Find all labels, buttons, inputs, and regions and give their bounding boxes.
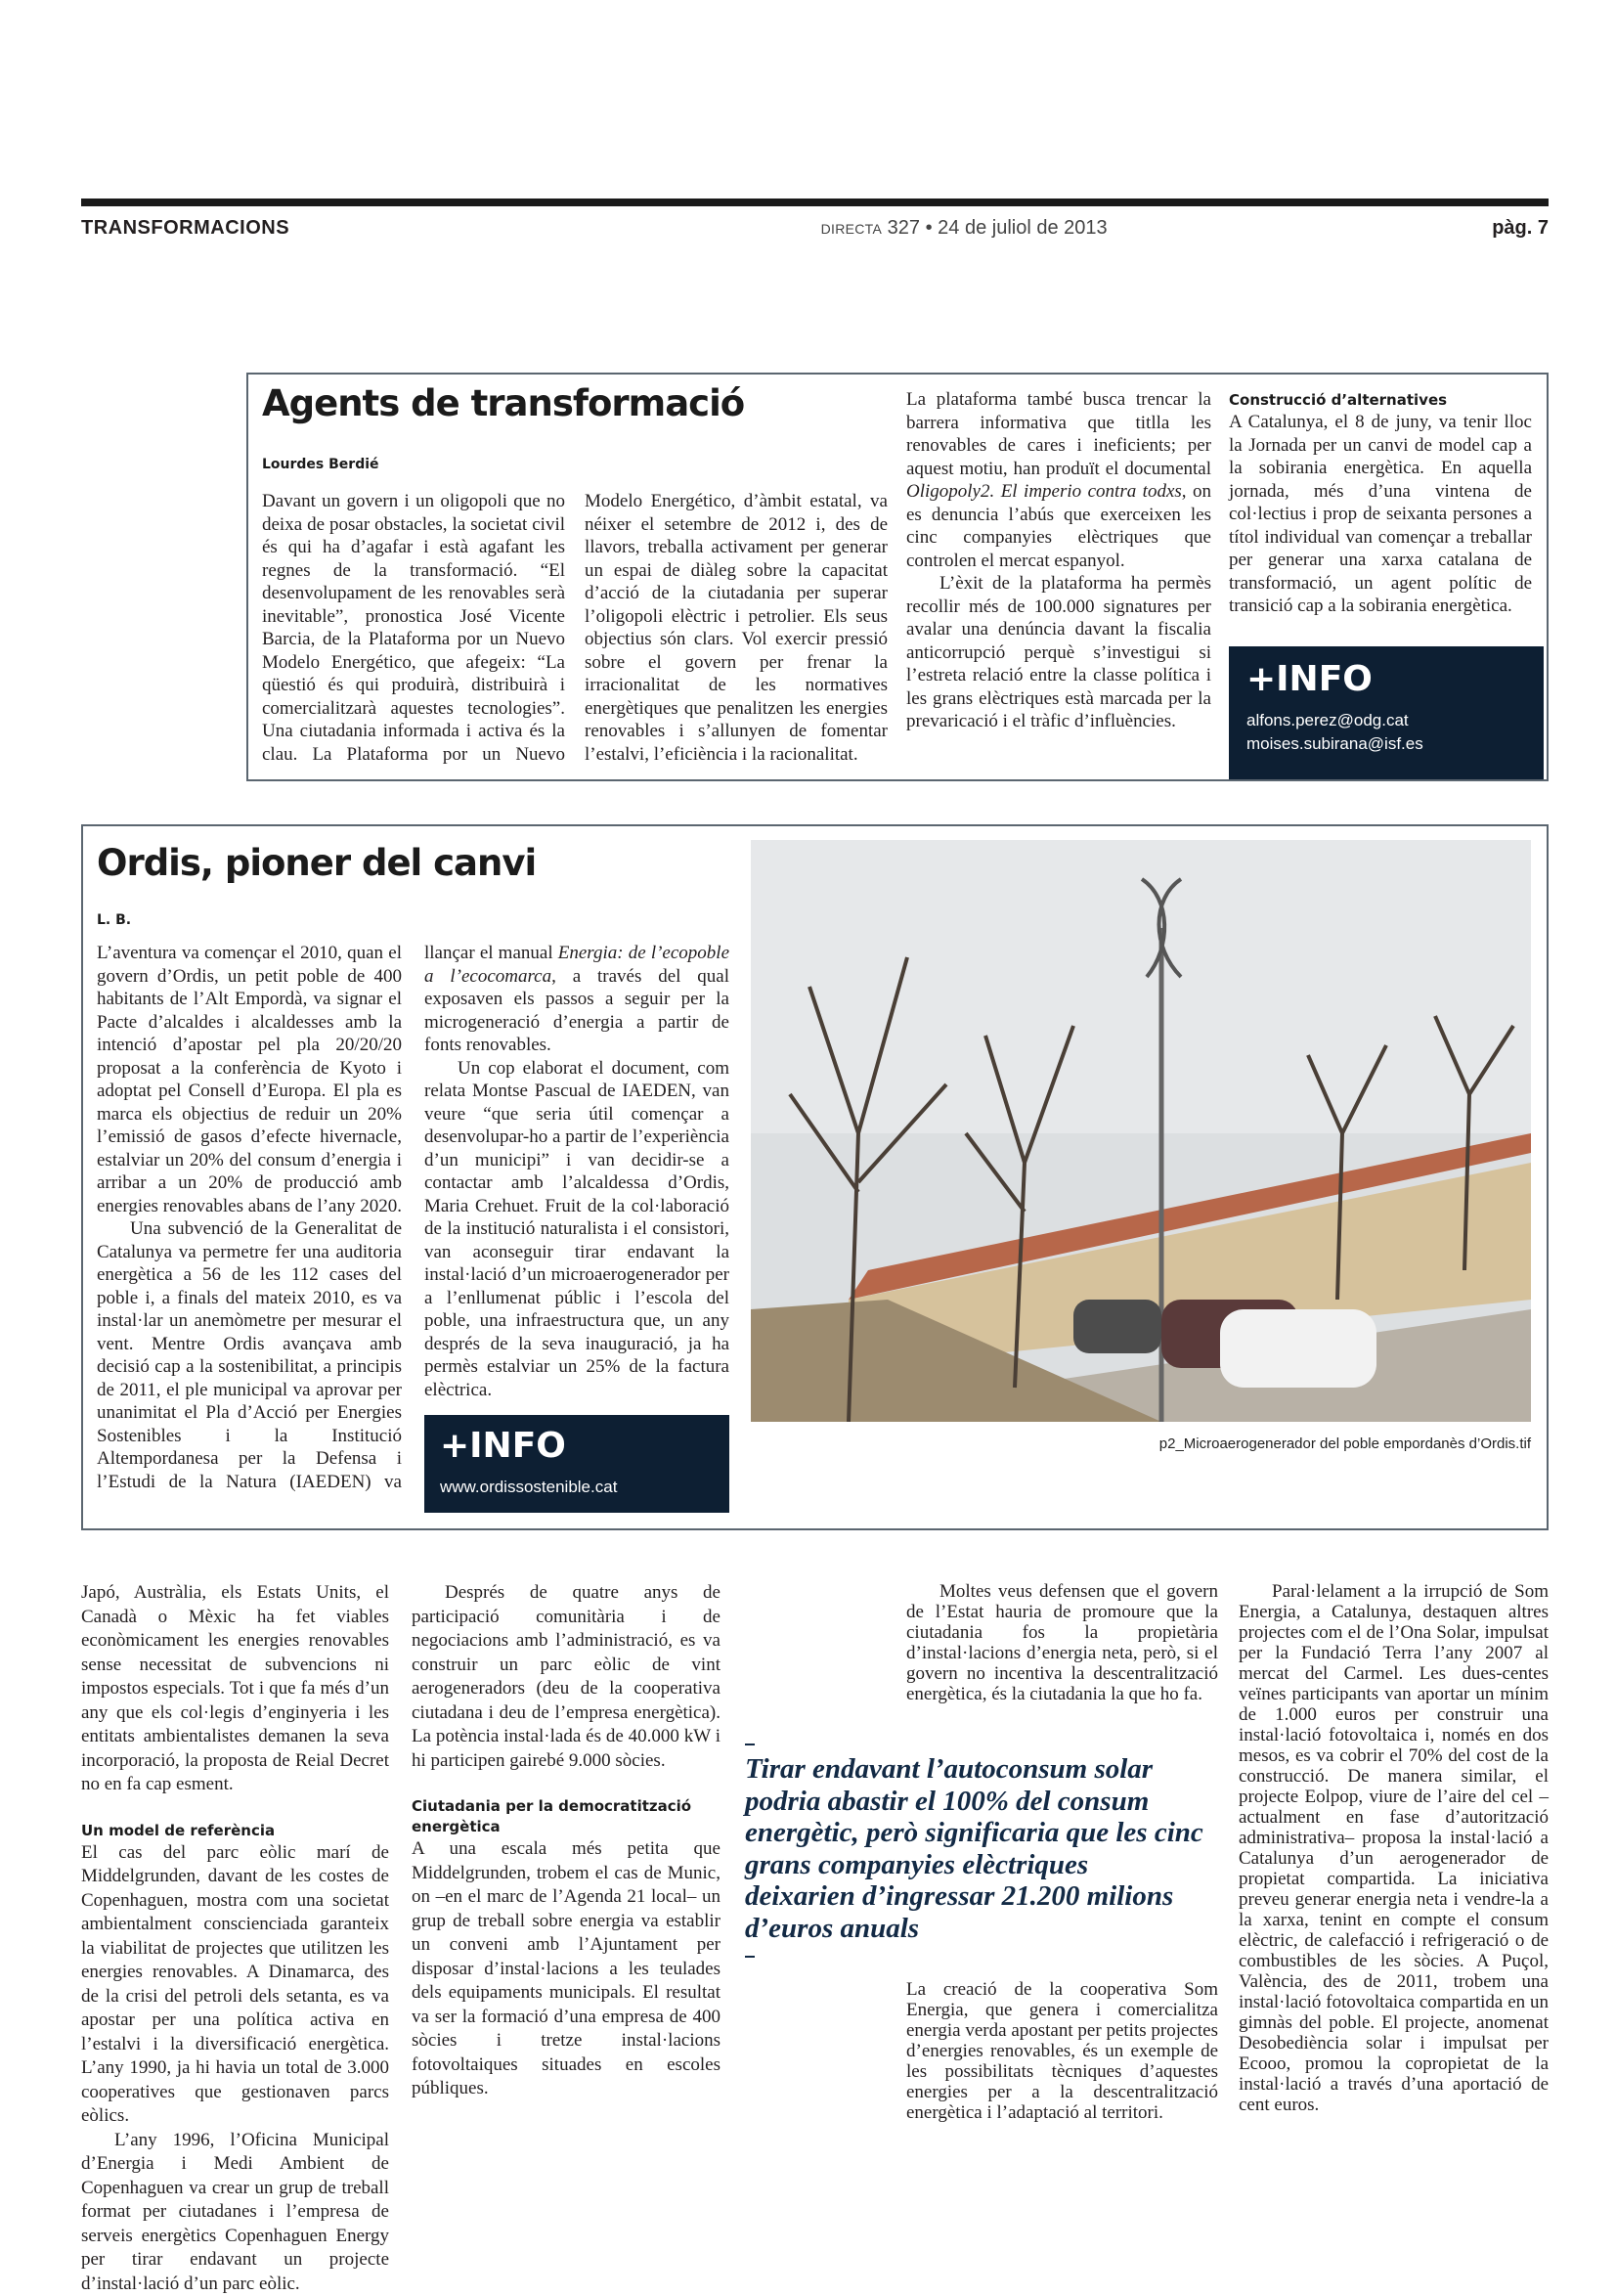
text: , on es denuncia l’abús que exerceixen les cinc companyies elèctriques que controlen el mercat espanyol. xyxy=(906,481,1211,571)
continuation-col1 xyxy=(81,1581,389,2296)
email-link[interactable]: alfons.perez@odg.cat xyxy=(1246,709,1528,732)
paragraph: El cas del parc eòlic marí de Middelgrunden, davant de les costes de Copenhaguen, mostra com una societat ambientalment conscienciada garanteix la viabilitat de projectes que utilitzen les energies renovables. A Dinamarca, des de la crisi del petroli dels setanta, es va apostar per una política activa en l’estalvi i la diversificació energètica. L’any 1990, ja hi havia un total de 3.000 cooperatives que gestionaven parcs eòlics. xyxy=(81,1841,389,2129)
paragraph: L’any 1996, l’Oficina Municipal d’Energia i Medi Ambient de Copenhaguen va crear un grup de treball format per ciutadanes i l’empresa de serveis energètics Copenhaguen Energy per tirar endavant un projecte d’instal·lació d’un parc eòlic. xyxy=(81,2129,389,2296)
section-name: TRANSFORMACIONS xyxy=(81,217,289,240)
text: La plataforma també busca trencar la barrera informativa que titlla les renovables de cares i ineficients; per aquest motiu, han produït el documental xyxy=(906,389,1211,479)
quote-dash xyxy=(745,1744,755,1745)
paragraph: Japó, Austràlia, els Estats Units, el Canadà o Mèxic ha fet viables econòmicament les energies renovables sense necessitat de subvencions ni impostos especials. Tot i que fa més d’un any que els col·legis d’enginyeria i les entitats ambientalistes demanen la seva incorporació, la proposta de Reial Decret no en fa cap esment. xyxy=(81,1581,389,1797)
photo-area xyxy=(751,840,1531,1513)
continuation-col4 xyxy=(1239,1581,1549,2115)
publication-name: DIRECTA xyxy=(821,221,883,237)
info-label: +INFO xyxy=(440,1425,714,1468)
page-header xyxy=(81,217,1549,243)
paragraph: A Catalunya, el 8 de juny, va tenir lloc la Jornada per un canvi de model cap a la sobirania energètica. En aquella jornada, més d’una vintena de col·lectius i prop de seixanta persones a títol individual van començar a treballar per generar una xarxa catalana de transformació, un agent polític de transició cap a la sobirania energètica. xyxy=(1229,411,1532,618)
paragraph: L’èxit de la plataforma ha permès recollir més de 100.000 signatures per avalar una denúncia davant la fiscalia anticorrupció perquè s’investigui si l’estreta relació entre la classe política i les grans elèctriques està marcada per la prevaricació i el tràfic d’influències. xyxy=(906,572,1211,733)
text: Una subvenció de la Generalitat de Catalunya va permetre fer una auditoria energètica a 56 de les 112 cases del poble i, a finals del mateix 2010, es va instal·lar un anemòmetre per mesurar el vent. Mentre Ordis avançava amb decisió cap a la sostenibilitat, a principis de 2011, el ple municipal va aprovar per unanimitat el Pla d’Acció per Energies Sostenibles i la Institució Altempordanesa per la Defensa i l’Estudi de la Natura (IAEDEN) va llançar el manual xyxy=(97,943,558,1492)
paragraph: Un cop elaborat el document, com relata Montse Pascual de IAEDEN, van veure “que seria útil començar a desenvolupar-ho a partir de l’experiència d’un municipi” i van decidir-se a contactar amb l’alcaldessa d’Ordis, Maria Crehuet. Fruit de la col·laboració de la institució naturalista i el consistori, van aconseguir tirar endavant la instal·lació d’un microaerogenerador per a l’enllumenat públic i l’escola del poble, una infraestructura que, un any després de la seva inauguració, ja ha permès estalviar un 25% de la factura elèctrica. xyxy=(424,1057,729,1402)
continuation-col3-bottom xyxy=(906,1979,1218,2123)
continuation-col2 xyxy=(412,1581,721,2101)
email-link[interactable]: moises.subirana@isf.es xyxy=(1246,732,1528,756)
paragraph: Després de quatre anys de participació comunitària i de negociacions amb l’administració, es va construir un parc eòlic de vint aerogeneradors (deu de la cooperativa ciutadana i deu de l’empresa energètica). La potència instal·lada és de 40.000 kW i hi participen gairebé 9.000 sòcies. xyxy=(412,1581,721,1773)
article-body xyxy=(97,942,729,1513)
photo-caption: p2_Microaerogenerador del poble empordanès d’Ordis.tif xyxy=(751,1435,1531,1452)
issue-date: 327 • 24 de juliol de 2013 xyxy=(888,217,1108,239)
text: , a través del qual exposaven els passos a seguir per la microgeneració d’energia a partir de fonts renovables. xyxy=(424,966,729,1056)
info-box xyxy=(1229,646,1544,779)
paragraph: L’aventura va començar el 2010, quan el govern d’Ordis, un petit poble de 400 habitants de l’Alt Empordà, va signar el Pacte d’alcaldes i alcaldesses amb la intenció d’apostar pel pla 20/20/20 proposat a la conferència de Kyoto i adoptat pel Consell d’Europa. El pla es marca els objectius de reduir un 20% l’emissió de gasos d’efecte hivernacle, estalviar un 20% del consum d’energia i arribar a un 20% de producció amb energies renovables abans de l’any 2020. xyxy=(97,942,402,1217)
byline: Lourdes Berdié xyxy=(262,455,890,474)
sidebar-text xyxy=(1229,375,1544,632)
paragraph: A una escala més petita que Middelgrunden, trobem el cas de Munic, on –en el marc de l’Agenda 21 local– un grup de treball sobre energia va establir un conveni amb l’Ajuntament per disposar d’instal·lacions a les teulades dels equipaments municipals. El resultat va ser la formació d’una empresa de 400 sòcies i tretze instal·lacions fotovoltaiques situades en escoles públiques. xyxy=(412,1837,721,2101)
quote-dash xyxy=(745,1956,755,1958)
info-label: +INFO xyxy=(1246,658,1528,701)
paragraph: La creació de la cooperativa Som Energia, que genera i comercialitza energia verda apostant per petits projectes d’energies renovables, és un exemple de les possibilitats tècniques d’aquestes energies per a la descentralització energètica i l’adaptació al territori. xyxy=(906,1979,1218,2123)
article-main xyxy=(97,840,729,1513)
info-box xyxy=(424,1415,729,1513)
car xyxy=(1220,1309,1376,1388)
manual-title: Energia: de l’ecopoble a l’ecocomarca xyxy=(424,943,729,987)
article-body-col3 xyxy=(906,375,1211,779)
info-links xyxy=(1246,709,1528,756)
subheading: Un model de referència xyxy=(81,1821,389,1841)
car xyxy=(1073,1300,1161,1353)
byline: L. B. xyxy=(97,910,729,930)
pull-quote: Tirar endavant l’autoconsum solar podria abastir el 100% del consum energètic, però significaria que les cinc grans companyies elèctriques deixarien d’ingressar 21.200 milions d’euros anuals xyxy=(745,1753,1204,1944)
article-agents-box xyxy=(246,373,1549,781)
documentary-title: Oligopoly2. El imperio contra todxs xyxy=(906,481,1182,502)
article-title: Ordis, pioner del canvi xyxy=(97,840,729,887)
subheading: Construcció d’alternatives xyxy=(1229,390,1532,411)
website-link[interactable]: www.ordissostenible.cat xyxy=(440,1476,714,1499)
paragraph xyxy=(906,388,1211,572)
paragraph: Moltes veus defensen que el govern de l’Estat hauria de promoure que la ciutadania fos la propietària d’instal·lacions d’energia neta, però, si el govern no incentiva la descentralització energètica, és la ciutadania la que ho fa. xyxy=(906,1581,1218,1704)
continuation-col3-top xyxy=(906,1581,1218,1704)
subheading: Ciutadania per la democratització energètica xyxy=(412,1796,721,1837)
article-title: Agents de transformació xyxy=(262,380,890,427)
continuation xyxy=(81,1581,1549,2296)
article-body xyxy=(262,490,888,766)
paragraph: Paral·lelament a la irrupció de Som Energia, a Catalunya, destaquen altres projectes com el de l’Ona Solar, impulsat per la Fundació Terra l’any 2007 al mercat del Carmel. Les dues-centes veïnes participants van aportar un mínim de 1.000 euros per construir una instal·lació fotovoltaica i, només en dos mesos, es va cobrir el 70% del cost de la construcció. De manera similar, el projecte Eolpop, viure de l’aire del cel –actualment en fase d’autorització administrativa– proposa la instal·lació a Catalunya d’un aerogenerador de propietat compartida. La iniciativa preveu generar energia neta i vendre-la a la xarxa, tenint en compte el consum elèctric, de calefacció i refrigeració o de combustibles de les sòcies. A Puçol, València, des de 2011, trobem una instal·lació fotovoltaica compartida en un gimnàs del poble. El projecte, anomenat Desobediència solar i impulsat per Ecooo, promou la copropietat de la instal·lació a través d’una aportació de cent euros. xyxy=(1239,1581,1549,2115)
issue-info xyxy=(821,217,1108,240)
paragraph: Davant un govern i un oligopoli que no deixa de posar obstacles, la societat civil és qui ha d’agafar i està agafant les regnes de la transformació. “El desenvolupament de les renovables serà inevitable”, pronostica José Vicente Barcia, de la Plataforma por un Nuevo Modelo Energético, que afegeix: “La qüestió és qui produirà, distribuirà i comercialitzarà aquestes tecnologies”. Una ciutadania informada i activa és la clau. La Plataforma por un Nuevo Modelo Energético, d’àmbit estatal, va néixer el setembre de 2012 i, des de llavors, treballa activament per generar un espai de diàleg sobre la capacitat d’acció de la ciutadania per superar l’oligopoli elèctric i petrolier. Els seus objectius són clars. Vol exercir pressió sobre el govern per frenar la irracionalitat de les normatives energètiques que penalitzen les energies renovables i s’allunyen de fomentar l’estalvi, l’eficiència i la racionalitat. xyxy=(262,490,888,766)
continuation-col3 xyxy=(745,1581,1218,2123)
page-number: pàg. 7 xyxy=(1492,217,1549,240)
newspaper-page xyxy=(81,199,1549,2296)
article-ordis-box xyxy=(81,824,1549,1530)
article-main xyxy=(248,375,890,779)
sidebar-alternatives xyxy=(1229,375,1544,779)
top-rule xyxy=(81,199,1549,206)
photo-wind-turbine xyxy=(751,840,1531,1422)
